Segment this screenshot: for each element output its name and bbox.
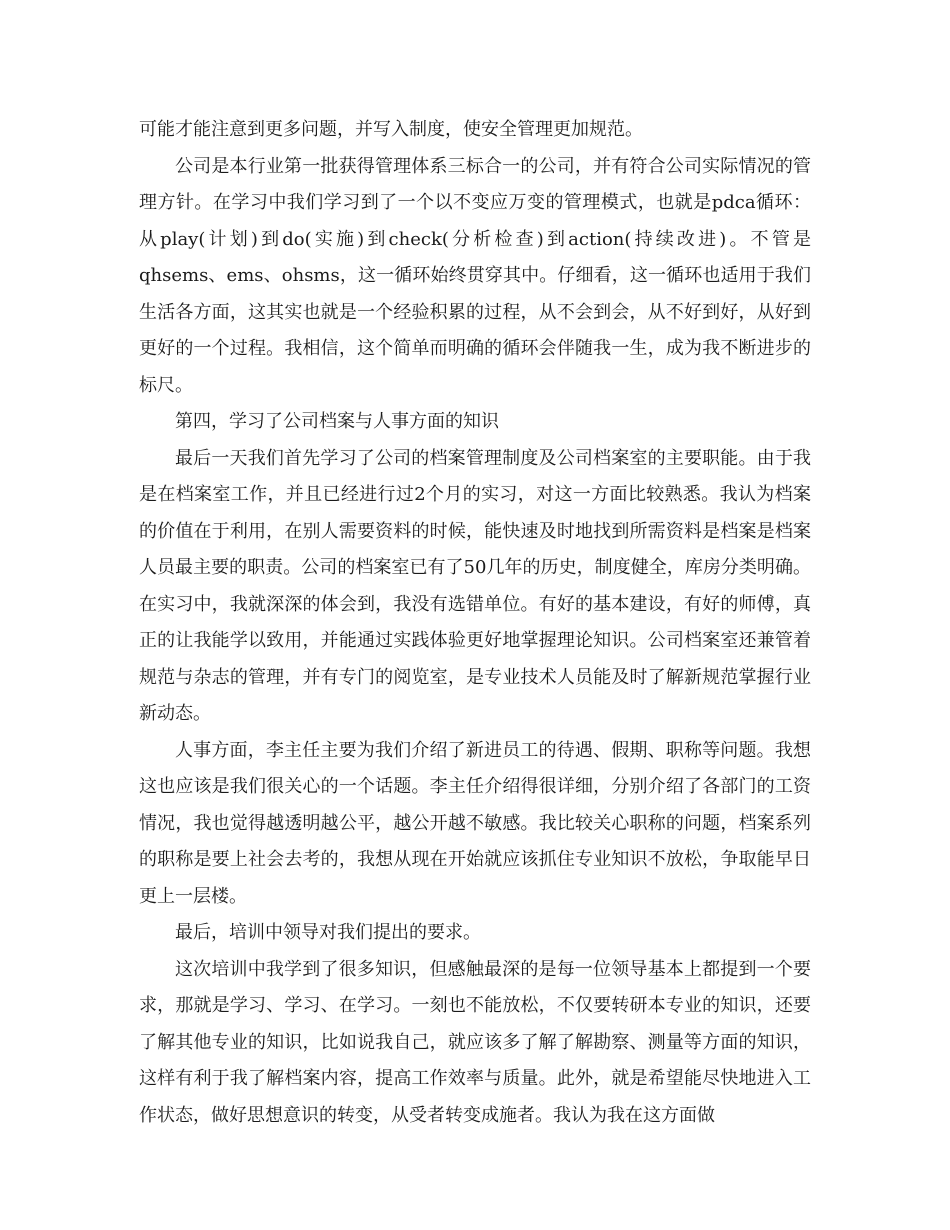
paragraph-training-takeaways: 这次培训中我学到了很多知识，但感触最深的是每一位领导基本上都提到一个要求，那就是学习、学习、在学习。一刻也不能放松，不仅要转研本专业的知识，还要了解其他专业的知识，比如说我自己，就应该多了解了解勘察、测量等方面的知识，这样有利于我了解档案内容，提高工作效率与质量。此外，就是希望能尽快地进入工作状态，做好思想意识的转变，从受者转变成施者。我认为我在这方面做 (139, 958, 811, 1126)
paragraph-archives: 最后一天我们首先学习了公司的档案管理制度及公司档案室的主要职能。由于我是在档案室工作，并且已经进行过2个月的实习，对这一方面比较熟悉。我认为档案的价值在于利用，在别人需要资料的时候，能快速及时地找到所需资料是档案是档案人员最主要的职责。公司的档案室已有了50几年的历史，制度健全，库房分类明确。在实习中，我就深深的体会到，我没有选错单位。有好的基本建设，有好的师傅，真正的让我能学以致用，并能通过实践体验更好地掌握理论知识。公司档案室还兼管着规范与杂志的管理，并有专门的阅览室，是专业技术人员能及时了解新规范掌握行业新动态。 (139, 447, 811, 724)
paragraph-personnel: 人事方面，李主任主要为我们介绍了新进员工的待遇、假期、职称等问题。我想这也应该是我们很关心的一个话题。李主任介绍得很详细，分别介绍了各部门的工资情况，我也觉得越透明越公平，越公开越不敏感。我比较关心职称的问题，档案系列的职称是要上社会去考的，我想从现在开始就应该抓住专业知识不放松，争取能早日更上一层楼。 (139, 739, 811, 907)
paragraph-management-system: 公司是本行业第一批获得管理体系三标合一的公司，并有符合公司实际情况的管理方针。在学习中我们学习到了一个以不变应万变的管理模式，也就是pdca循环：从play(计划)到do(实施)到check(分析检查)到action(持续改进)。不管是qhsems、ems、ohsms，这一循环始终贯穿其中。仔细看，这一循环也适用于我们生活各方面，这其实也就是一个经验积累的过程，从不会到会，从不好到好，从好到更好的一个过程。我相信，这个简单而明确的循环会伴随我一生，成为我不断进步的标尺。 (139, 155, 811, 396)
paragraph-continuation: 可能才能注意到更多问题，并写入制度，使安全管理更加规范。 (139, 119, 643, 140)
section-heading-archives-hr: 第四，学习了公司档案与人事方面的知识 (175, 411, 499, 432)
paragraph-requirements-intro: 最后，培训中领导对我们提出的要求。 (175, 922, 481, 943)
document-body (139, 112, 811, 1134)
